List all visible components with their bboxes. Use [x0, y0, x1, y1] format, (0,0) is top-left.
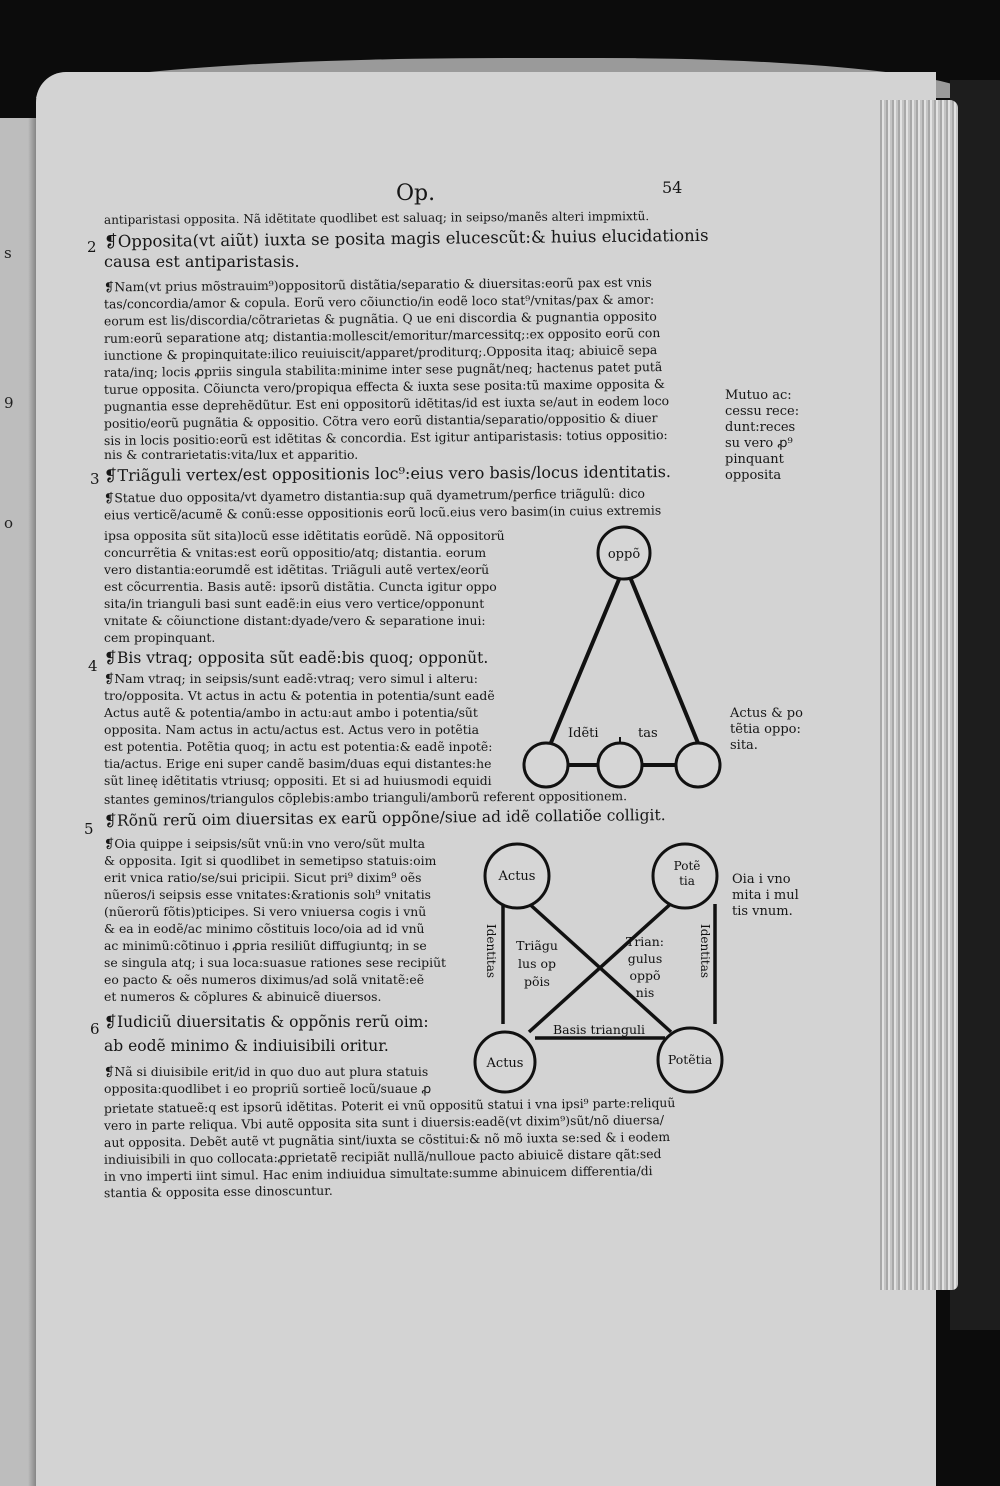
margin-note-line: Actus & po	[730, 706, 803, 721]
label-triangulus-right-1: Trian:	[625, 934, 665, 949]
chapter-heading: ❡Iudiciũ diuersitatis & oppõnis rerũ oim:	[104, 1013, 429, 1031]
text-line: eo pacto & oẽs numeros diximus/ad solã vnitatẽ:eẽ	[104, 972, 425, 987]
text-line: pugnantia esse deprehẽdũtur. Est eni oppositorũ idẽtitas/id est iuxta se/aut in eodem loco	[103, 393, 670, 414]
label-triangulus-right-3: oppõ	[629, 968, 661, 983]
margin-note-line: su vero ꝓ⁹	[725, 436, 793, 451]
margin-note-line: Mutuo ac:	[725, 388, 792, 403]
text-line: antiparistasi opposita. Nã idẽtitate quodlibet est saluaq; in seipso/manẽs alteri impmixtũ.	[103, 209, 650, 227]
label-identitas-right-side: Identitas	[698, 924, 712, 979]
circle-base-right	[676, 743, 720, 787]
text-line: ❡Nã si diuisibile erit/id in quo duo aut plura statuis	[104, 1064, 429, 1079]
label-actus-top: Actus	[498, 869, 536, 884]
text-line: ❡Statue duo opposita/vt dyametro distantia:sup quã dyametrum/perfice triãgulũ: dico	[103, 485, 646, 506]
text-line: vnitate & cõiunctione distant:dyade/vero & separatione inui:	[104, 613, 486, 628]
text-line: in vno imperti iint simul. Hac enim indiuidua simultate:summe abinuicem differentia/di	[103, 1163, 653, 1184]
chapter-heading: ❡Opposita(vt aiũt) iuxta se posita magis elucescũt:& huius elucidationis	[103, 225, 709, 252]
text-line: rata/inq; locis ꝓpriis singula stabilita:minime inter sese pugnãt/neq; hactenus patet putã	[103, 359, 663, 380]
margin-note-line: cessu rece:	[725, 404, 800, 419]
left-page-mark: s	[4, 244, 12, 262]
text-line: vero in parte reliqua. Vbi autẽ opposita sita sunt i diuersis:eadẽ(vt dixim⁹)sũt/nõ diuersa/	[103, 1112, 665, 1133]
text-line: nũeros/i seipsis esse vnitates:&rationis solı⁹ vnitatis	[104, 887, 432, 902]
margin-note-line: pinquant	[725, 452, 784, 467]
text-line: se singula atq; i sua loca:suasue rationes sese recipiũt	[104, 955, 447, 970]
label-identitas-left-side: Identitas	[484, 924, 498, 979]
label-triangulus-left-3: põis	[524, 974, 550, 989]
running-title: Op.	[396, 181, 436, 206]
margin-note-line: tis vnum.	[732, 904, 793, 919]
text-line: & opposita. Igit si quodlibet in semetipso statuis:oim	[104, 853, 437, 868]
text-line: Actus autẽ & potentia/ambo in actu:aut ambo i potentia/sũt	[104, 705, 478, 720]
text-line: stantia & opposita esse dinoscuntur.	[103, 1182, 333, 1201]
label-actus-bottom: Actus	[486, 1056, 524, 1071]
margin-note-line: mita i mul	[732, 888, 799, 903]
text-line: stantes geminos/triangulos cõplebis:ambo trianguli/amborũ referent oppositionem.	[103, 788, 628, 807]
chapter-number: 2	[87, 238, 97, 256]
text-line: rum:eorũ separatione atq; distantia:mollescit/emoritur/marcessitq;:ex opposito eorũ con	[103, 325, 661, 346]
text-line: eorum est lis/discordia/cõtrarietas & pugnãtia. Q ue eni discordia & pugnantia opposito	[103, 308, 657, 329]
text-line: vero distantia:eorumdẽ est idẽtitas. Triãguli autẽ vertex/eorũ	[104, 562, 490, 577]
label-identitas-left: Idẽti	[568, 726, 599, 741]
margin-note-line: dunt:reces	[725, 420, 796, 435]
chapter-number: 4	[88, 657, 98, 675]
margin-note-mutuo	[725, 388, 799, 484]
margin-note-oia	[732, 872, 799, 920]
label-identitas-right: tas	[638, 726, 658, 741]
text-line: tia/actus. Erige eni super candẽ basim/duas equi distantes:he	[104, 756, 492, 771]
text-line: tas/concordia/amor & copula. Eorũ vero cõiunctio/in eodẽ loco stat⁹/vnitas/pax & amor:	[103, 291, 655, 312]
text-line: positio/eorũ pugnãtia & oppositio. Cõtra vero eorũ distantia/separatio/oppositio & diuer	[103, 410, 658, 431]
circle-base-mid	[598, 743, 642, 787]
margin-note-line: opposita	[725, 468, 782, 483]
text-line: aut opposita. Debẽt autẽ vt pugnãtia sint/iuxta se cõstitui:& nõ mõ iuxta se:sed & i eodem	[103, 1129, 671, 1150]
text-line: sis in locis positio:eorũ est idẽtitas & concordia. Est igitur antiparistasis: totius oppositio:	[103, 427, 668, 448]
label-triangulus-right-2: gulus	[627, 951, 663, 966]
label-apex: oppõ	[607, 547, 641, 562]
text-line: erit vnica ratio/se/sui pricipii. Sicut pri⁹ dixim⁹ oẽs	[104, 870, 422, 885]
left-page-mark: o	[4, 514, 14, 532]
triangle-right-side	[630, 577, 698, 743]
margin-note-line: sita.	[730, 738, 758, 753]
text-line: sũt lineę idẽtitatis vtriusq; oppositi. Et si ad huiusmodi equidi	[104, 773, 492, 788]
label-basis-trianguli: Basis trianguli	[553, 1022, 645, 1037]
margin-note-line: Oia i vno	[732, 872, 791, 887]
text-line: et numeros & cõplures & abinuicẽ diuersos.	[104, 989, 382, 1004]
text-line: ipsa opposita sũt sita)locũ esse idẽtitatis eorũdẽ. Nã oppositorũ	[104, 528, 505, 543]
label-potentia-top-1: Potẽ	[673, 859, 701, 873]
page-stack-edge	[880, 100, 958, 1290]
chapter-heading: ❡Rõnũ rerũ oim diuersitas ex earũ oppõne/siue ad idẽ collatiõe colligit.	[103, 806, 666, 830]
label-triangulus-left-2: lus op	[518, 956, 556, 971]
text-line: est cõcurrentia. Basis autẽ: ipsorũ distãtia. Cuncta igitur oppo	[104, 579, 497, 594]
margin-note-actus	[730, 706, 803, 754]
left-page-mark: 9	[4, 394, 14, 412]
text-line: ac minimũ:cõtinuo i ꝓpria resiliũt diffugiuntq; in se	[104, 938, 427, 953]
text-line: opposita:quodlibet i eo propriũ sortieẽ locũ/suaue ꝓ	[104, 1081, 432, 1096]
folio-number: 54	[662, 178, 683, 197]
diagram-triangle-opposition	[520, 525, 730, 795]
text-line: ❡Nam vtraq; in seipsis/sunt eadẽ:vtraq; vero simul i alteru:	[104, 671, 478, 686]
text-line: prietate statueẽ:q est ipsorũ idẽtitas. Poterit ei vnũ oppositũ statui i vna ipsi⁹ parte:reliquũ	[103, 1095, 676, 1116]
chapter-number: 5	[84, 820, 94, 838]
text-line: nis & contrarietatis:vita/lux et apparitio.	[104, 447, 359, 462]
chapter-heading: causa est antiparistasis.	[104, 252, 300, 271]
text-line: cem propinquant.	[104, 630, 216, 645]
label-potentia-top-2: tia	[679, 874, 695, 888]
text-line: (nũerorũ fõtis)pticipes. Si vero vniuersa cogis i vnũ	[104, 904, 427, 919]
left-page-edge	[0, 118, 40, 1486]
text-line: ❡Nam(vt prius mõstrauim⁹)oppositorũ distãtia/separatio & diuersitas:eorũ pax est vnis	[103, 274, 652, 295]
text-line: opposita. Nam actus in actu/actus est. Actus vero in potẽtia	[104, 722, 480, 737]
diagram-actus-potentia	[465, 832, 735, 1094]
text-line: iunctione & propinquitate:ilico reuiuiscit/apparet/proditurq;.Opposita itaq; abiuicẽ sepa	[103, 342, 658, 363]
text-line: tro/opposita. Vt actus in actu & potentia in potentia/sunt eadẽ	[104, 688, 495, 703]
chapter-number: 3	[90, 470, 100, 488]
label-triangulus-left-1: Triãgu	[516, 938, 558, 953]
text-line: concurrẽtia & vnitas:est eorũ oppositio/atq; distantia. eorum	[104, 545, 487, 560]
text-line: est potentia. Potẽtia quoq; in actu est potentia:& eadẽ inpotẽ:	[104, 739, 493, 754]
chapter-number: 6	[90, 1020, 100, 1038]
text-line: eius verticẽ/acumẽ & conũ:esse oppositionis eorũ locũ.eius vero basim(in cuius extremis	[103, 502, 662, 523]
text-line: & ea in eodẽ/ac minimo cõstituis loco/oia ad id vnũ	[104, 921, 425, 936]
circle-base-left	[524, 743, 568, 787]
text-line: sita/in trianguli basi sunt eadẽ:in eius vero vertice/opponunt	[104, 596, 485, 611]
text-line: turue opposita. Cõiuncta vero/propiqua effecta & iuxta sese posita:tũ maxime opposita &	[103, 376, 665, 397]
triangle-left-side	[550, 577, 620, 745]
label-potentia-bottom: Potẽtia	[667, 1052, 713, 1067]
label-triangulus-right-4: nis	[635, 985, 655, 1000]
text-line: ❡Oia quippe i seipsis/sũt vnũ:in vno vero/sũt multa	[104, 836, 426, 851]
chapter-heading: ❡Bis vtraq; opposita sũt eadẽ:bis quoq; opponũt.	[104, 649, 489, 667]
chapter-heading: ❡Triãguli vertex/est oppositionis loc⁹:eius vero basis/locus identitatis.	[103, 462, 672, 485]
text-line: indiuisibili in quo collocata:ꝓprietatẽ recipiãt nullã/nulloue pacto abiuicẽ distare qãt:sed	[103, 1146, 662, 1167]
margin-note-line: tẽtia oppo:	[730, 722, 801, 737]
chapter-heading: ab eodẽ minimo & indiuisibili oritur.	[104, 1037, 389, 1055]
